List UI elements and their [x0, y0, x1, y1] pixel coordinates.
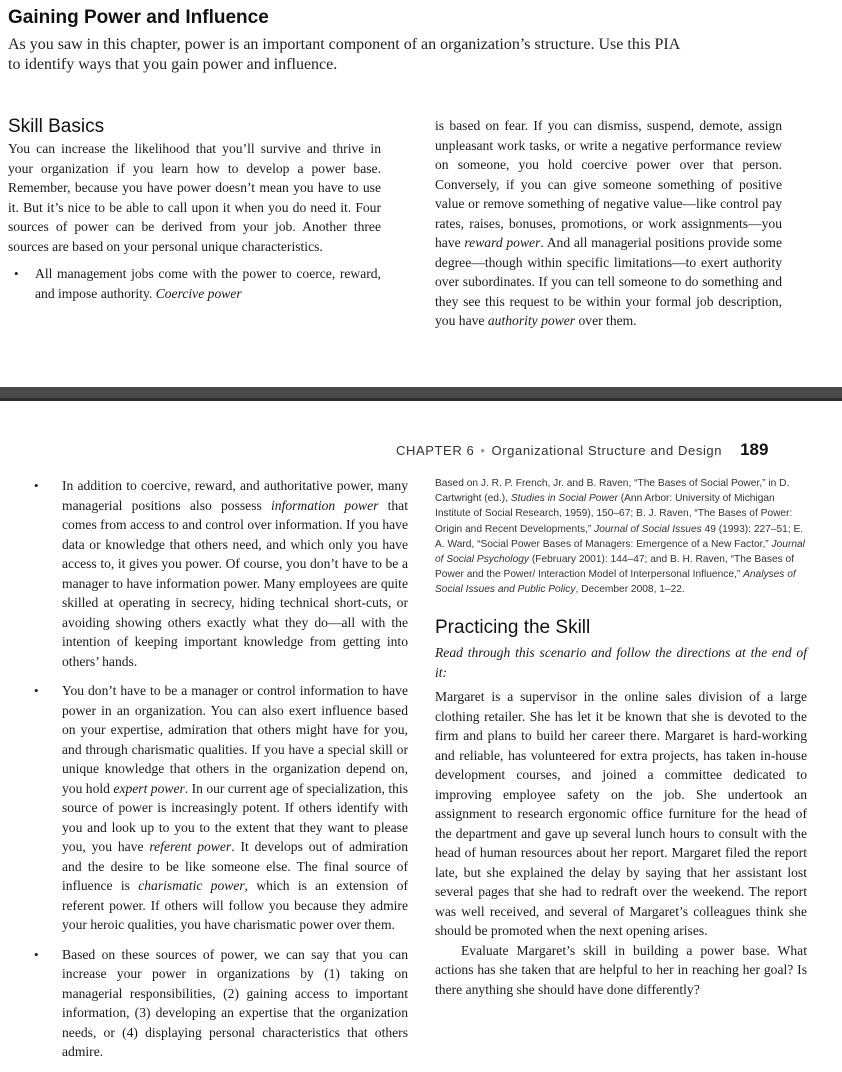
practice-scenario-block [435, 687, 807, 999]
running-header [396, 440, 768, 460]
skill-basics-left-column [8, 139, 381, 303]
page-title: Gaining Power and Influence [8, 7, 269, 28]
power-bullet-4: • Based on these sources of power, we can say that you can increase your power in organizations by (1) taking on managerial responsibilities, (2) gaining access to important information, (3) developing an expertise that the organization needs, or (4) displaying personal characteristics that others admire. [35, 945, 408, 1062]
citation-text: 49 (1993): 227–51; E. A. Ward, “Social Power Bases of Managers: Emergence of a New Factor,” [435, 523, 804, 550]
expert-power-term: expert power [113, 780, 185, 796]
bullet-text: that comes from access to and control over information. If you have data or knowledge that others need, and which only you have access to, it gives you power. Of course, you don’t have to be a manager to have information power. Many employees are quite skilled at operating in secrecy, hiding technical short-cuts, or avoiding showing others exactly what they do—all with the intention of keeping important knowledge from getting into others’ hands. [62, 497, 408, 669]
bullet-text: In addition to coercive, reward, and authoritative power, many managerial positions also possess [62, 478, 408, 513]
power-bullet-1-start [8, 264, 381, 303]
practice-evaluate: Evaluate Margaret’s skill in building a power base. What actions has she taken that are helpful to her in reaching her goal? Is there anything she should have done differently? [435, 942, 807, 997]
skill-basics-heading: Skill Basics [8, 116, 105, 137]
authority-power-term: authority power [487, 313, 576, 328]
source-citation [435, 476, 807, 598]
page-number: 189 [740, 440, 769, 459]
bullet-text: over them. [575, 313, 637, 328]
page-divider [0, 387, 842, 401]
citation-title: Journal of Social Psychology [435, 538, 805, 566]
power-bullet-2 [35, 476, 408, 671]
top-page [0, 0, 842, 387]
power-bullet-1-continued [435, 116, 782, 331]
skill-basics-paragraph: You can increase the likelihood that you’ll survive and thrive in your organization if you learn how to develop a power base. Remember, because you have power doesn’t mean you have to use it. But it’s nice to be able to call upon it when you do need it. Four sources of power can be derived from your job. Another three sources are based on your personal unique characteristics. [8, 141, 381, 254]
bullet-text: All management jobs come with the power to coerce, reward, and impose authority. [35, 266, 381, 301]
practicing-skill-heading: Practicing the Skill [435, 617, 591, 638]
citation-text: (February 2001): 144–47; and B. H. Raven, “The Bases of Power and the Power/ Interaction Model of Interpersonal Influence,” [435, 554, 795, 581]
skill-basics-right-column [435, 116, 782, 331]
citation-text: Based on J. R. P. French, Jr. and B. Raven, “The Bases of Social Power,” in D. Cartwright (ed.), [435, 478, 790, 505]
citation-title: Analyses of Social Issues and Public Policy [435, 569, 796, 596]
bullet-text: . It develops out of admiration and the desire to be like someone else. The final source of influence is [62, 839, 408, 893]
citation-title: Studies in Social Power [510, 493, 618, 505]
citation-text: (Ann Arbor: University of Michigan Institute of Social Research, 1959), 150–67; B. J. Raven, “The Bases of Power: Origin and Recent Developments,” [435, 493, 793, 535]
intro-text: As you saw in this chapter, power is an important component of an organization’s structure. Use this PIA to identify ways that you gain power and influence. [8, 36, 680, 73]
citation-title: Journal of Social Issues [594, 523, 702, 535]
bullet-text: . And all managerial positions provide some degree—though within specific limitations—to exert authority over subordinates. If you can tell someone to do something and they see this request to be within your formal job description, you have [435, 235, 782, 328]
bullet-text: . In our current age of specialization, this source of power is increasingly potent. If others identify with you and look up to you to the extent that they want to please you, you have [62, 780, 408, 854]
practice-scenario: Margaret is a supervisor in the online sales division of a large clothing retailer. She has let it be known that she is devoted to the firm and plans to build her career there. Margaret is hard-working and reliable, has volunteered for extra projects, has taken in-house development courses, and joined a committee dedicated to improving employee safety on the job. She undertook an assignment to research ergonomic office furniture for the head of the department and gave up several lunch hours to consult with the head of human resources about her report. Margaret filed the report late, but she explained the delay by saying that her assistant lost several pages that she had to redraft over the weekend. The report was well received, and several of Margaret’s colleagues think she should be promoted when the next opening arises. [435, 689, 807, 938]
practice-directions: Read through this scenario and follow the directions at the end of it: [435, 645, 807, 680]
chapter-label: CHAPTER 6 [396, 443, 475, 458]
citation-text: , December 2008, 1–22. [575, 584, 685, 596]
bullet-text: is based on fear. If you can dismiss, suspend, demote, assign unpleasant work tasks, or write a negative performance review on someone, you hold coercive power over that person. Conversely, if you can give someone something of positive value or remove something of negative value—like control pay rates, raises, bonuses, promotions, or work assignments—you have [435, 118, 782, 250]
reward-power-term: reward power [464, 235, 541, 250]
bottom-left-column [35, 476, 408, 1072]
charismatic-power-term: charismatic power [138, 878, 245, 893]
header-separator: • [480, 443, 486, 458]
information-power-term: information power [271, 497, 379, 513]
bullet-text: , which is an extension of referent power. If others will follow you because they admire your heroic qualities, you have charismatic power over them. [62, 878, 408, 932]
coercive-power-term: Coercive power [155, 285, 242, 301]
section-title: Organizational Structure and Design [491, 443, 723, 458]
referent-power-term: referent power [149, 839, 232, 854]
power-bullet-3 [35, 681, 408, 935]
bullet-text: You don’t have to be a manager or control information to have power in an organization. You can also exert influence based on your expertise, admiration that others might have for you, and through charismatic qualities. If you have a special skill or unique knowledge that others in the organization depend on, you hold [62, 683, 408, 796]
